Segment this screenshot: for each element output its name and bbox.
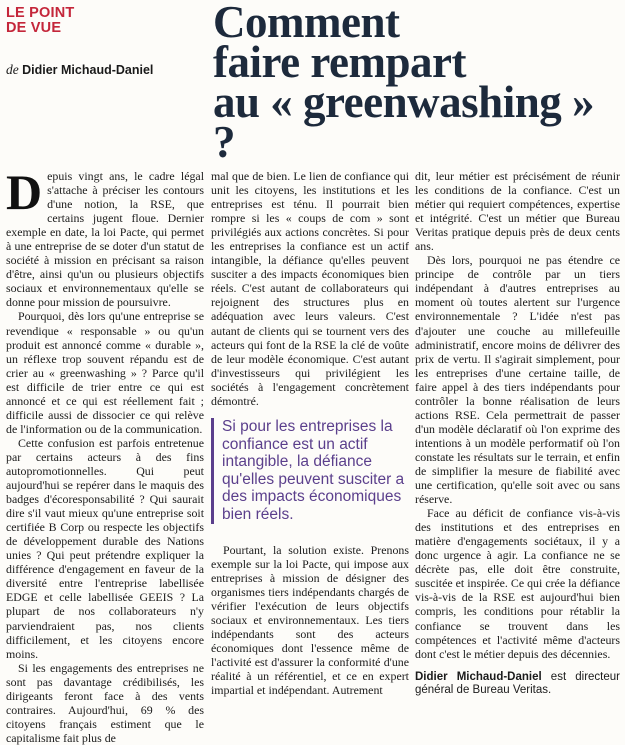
paragraph: Dès lors, pourquoi ne pas étendre ce principe de contrôle par un tiers indépendant à d'autres entreprises au moment où toutes alertent sur l'urgence environnementale ? L'idée n'est pas d'ajouter une couche au millefeuille administratif, encore moins de délivrer des prix de vertu. Il s'agirait simplement, pour les entreprises d'une certaine taille, de faire appel à des tiers indépendants pour contrôler la bonne réalisation de leurs actions RSE. Cela permettrait de passer d'un modèle déclaratif où l'on exprime des intentions à un modèle performatif où l'on constate les résultats sur le terrain, et enfin de simplifier la mesure de fiabilité avec une certification, qu'elle soit avec ou sans réserve. [415, 253, 620, 507]
byline [6, 62, 153, 78]
drop-cap: D [6, 164, 43, 220]
headline-line: au « greenwashing » ? [213, 77, 594, 167]
paragraph: Si les engagements des entreprises ne sont pas davantage crédibilisés, les dirigeants feront face à des vents contraires. Aujourd'hui, 69 % des citoyens français estiment que le capitalisme fait plus de [6, 660, 204, 745]
paragraph: mal que de bien. Le lien de confiance qui unit les citoyens, les institutions et les entreprises est ténu. Il pourrait bien rompre si les « coups de com » sont privilégiés aux actions concrètes. Si pour les entreprises la confiance est un actif intangible, la défiance qu'elles peuvent susciter a des impacts économiques bien réels. C'est autant de collaborateurs qui rejoignent des structures plus en adéquation avec leurs valeurs. C'est autant de clients qui se tournent vers des acteurs qui font de la RSE la clé de voûte de leur modèle économique. C'est autant d'investisseurs qui privilégient les sociétés à l'engagement concrètement démontré. [211, 169, 409, 408]
paragraph: Pourquoi, dès lors qu'une entreprise se revendique « responsable » ou qu'un produit est annoncé comme « durable », un réflexe trop souvent répandu est de crier au « greenwashing » ? Parce qu'il est difficile de trier entre ce qui est annoncé et ce qui est réellement fait ; difficile aussi de dissocier ce qui relève de l'information ou de la communication. [6, 309, 204, 436]
pull-quote: Si pour les entreprises la confiance est un actif intangible, la défiance qu'elles peuvent susciter a des impacts économiques bien réels. [211, 418, 409, 524]
headline-line: faire rempart [213, 37, 466, 87]
article-column-1 [6, 164, 204, 745]
author-signature [415, 671, 620, 698]
headline-line: Comment [213, 0, 400, 47]
article-column-2 [211, 169, 409, 408]
paragraph [6, 164, 204, 310]
kicker-line: LE POINT [6, 5, 75, 21]
section-kicker [6, 6, 96, 36]
headline [213, 0, 623, 167]
byline-prefix: de [6, 62, 19, 77]
signature-name: Didier Michaud-Daniel [415, 670, 542, 683]
article-column-3 [415, 169, 620, 698]
paragraph: Face au déficit de confiance vis-à-vis des institutions et des entreprises en matière d'engagements sociétaux, il y a donc urgence à agir. La confiance ne se décrète pas, elle doit être construite, suscitée et inspirée. Ce qui crée la défiance vis-à-vis de la RSE est aujourd'hui bien compris, les conditions pour rétablir la confiance se trouvent dans les compétences et l'activité même d'acteurs dont c'est le métier depuis des décennies. [415, 506, 620, 661]
byline-author: Didier Michaud-Daniel [22, 63, 154, 77]
paragraph: dit, leur métier est précisément de réunir les conditions de la confiance. C'est un métier qui requiert compétences, expertise et intégrité. C'est un métier que Bureau Veritas pratique depuis près de deux cents ans. [415, 169, 620, 254]
paragraph-text: epuis vingt ans, le cadre légal s'attache à préciser les contours d'une notion, la RSE, que certains jugent floue. Dernier exemple en date, la loi Pacte, qui permet à une entreprise de se doter d'un statut de société à mission en précisant sa raison d'être, ainsi qu'un ou plusieurs objectifs sociaux et environnementaux qu'elle se donne pour mission de poursuivre. [6, 169, 204, 310]
signature-role: est directeur général de Bureau Veritas. [415, 670, 620, 697]
paragraph: Cette confusion est parfois entretenue par certains acteurs à des fins autopromotionnelles. Qui peut aujourd'hui se repérer dans le maquis des badges d'écoresponsabilité ? Qui saurait dire s'il vaut mieux qu'une entreprise soit certifiée B Corp ou respecte les objectifs de développement durable des Nations unies ? Qui peut prétendre expliquer la différence d'engagement en faveur de la diversité entre l'entreprise labellisée EDGE et celle labellisée GEEIS ? La plupart de nos collaborateurs n'y parviendraient pas, nos clients difficilement, et les citoyens encore moins. [6, 435, 204, 661]
kicker-line: DE VUE [6, 20, 62, 36]
article-column-2-continued [211, 543, 409, 698]
paragraph: Pourtant, la solution existe. Prenons exemple sur la loi Pacte, qui impose aux entreprises à mission de désigner des organismes tiers indépendants chargés de vérifier l'exécution de leurs objectifs sociaux et environnementaux. Les tiers indépendants sont des acteurs économiques dont l'essence même de l'activité est d'assurer la conformité d'une réalité à un référentiel, et ce en expert impartial et indépendant. Autrement [211, 543, 409, 698]
